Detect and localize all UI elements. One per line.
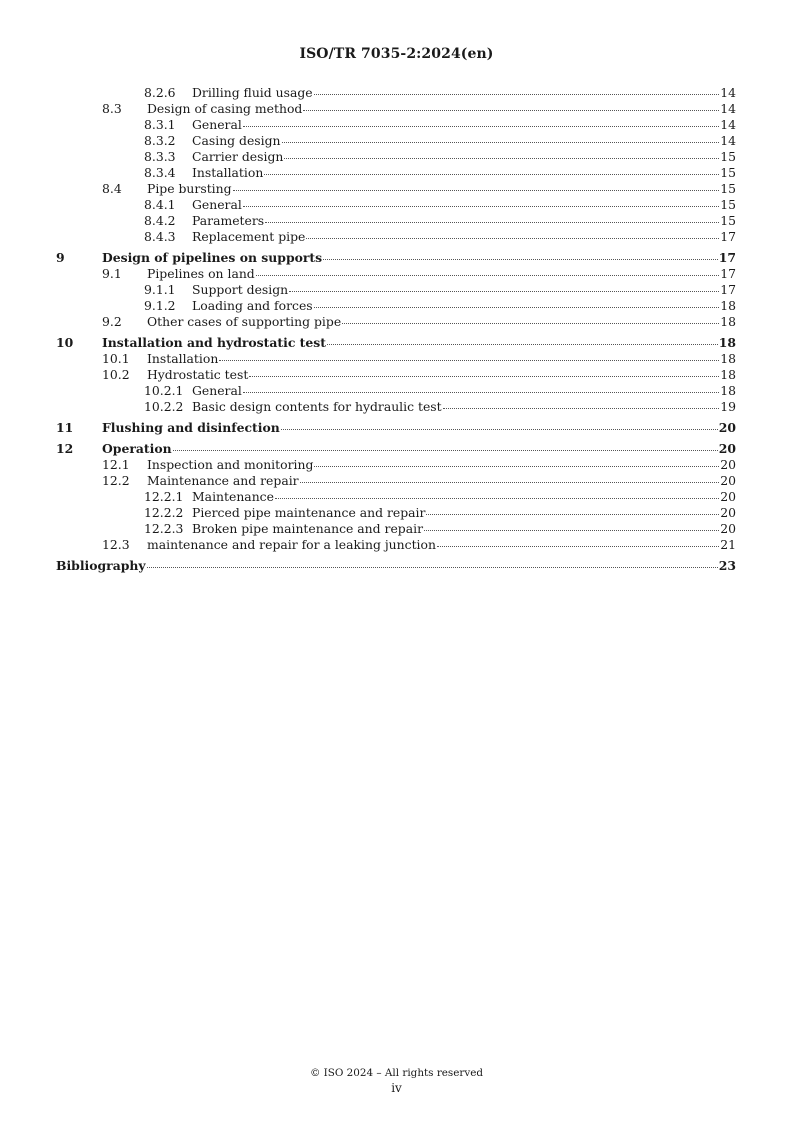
- toc-entry-page: 20: [720, 489, 736, 504]
- dot-leader: [306, 237, 719, 239]
- toc-entry-page: 20: [718, 441, 736, 456]
- dot-leader: [437, 545, 719, 547]
- toc-entry-number: 12.1: [102, 457, 130, 472]
- toc-entry-number: 8.4.2: [144, 213, 176, 228]
- toc-entry-number: 12.2.3: [144, 521, 184, 536]
- toc-entry-body: [192, 383, 736, 399]
- toc-entry-number: 12: [56, 441, 74, 456]
- toc-entry-body: [192, 521, 736, 537]
- toc-entry-body: [192, 117, 736, 133]
- toc-entry-body: [192, 165, 736, 181]
- dot-leader: [281, 428, 718, 430]
- dot-leader: [424, 529, 719, 531]
- toc-entry-page: 17: [718, 250, 736, 265]
- toc-entry-body: [56, 558, 736, 574]
- toc-entry-body: [192, 399, 736, 415]
- dot-leader: [303, 109, 719, 111]
- toc-entry-body: [102, 441, 736, 457]
- toc-entry-number: 12.3: [102, 537, 130, 552]
- toc-entry-page: 17: [720, 229, 736, 244]
- toc-entry-title: Loading and forces: [192, 298, 313, 313]
- toc-entry-body: [192, 197, 736, 213]
- toc-entry-body: [147, 266, 736, 282]
- toc-entry-title: Drilling fluid usage: [192, 85, 313, 100]
- toc-entry-body: [192, 282, 736, 298]
- toc-entry-number: 9: [56, 250, 65, 265]
- toc-entry-body: [147, 473, 736, 489]
- toc-entry-page: 17: [720, 282, 736, 297]
- toc-entry-title: Installation: [192, 165, 264, 180]
- toc-entry-body: [147, 314, 736, 330]
- toc-entry-title: Design of casing method: [147, 101, 303, 116]
- toc-entry-title: Installation and hydrostatic test: [102, 335, 326, 350]
- toc-entry-body: [147, 351, 736, 367]
- toc-entry-title: Installation: [147, 351, 219, 366]
- toc-entry-body: [192, 85, 736, 101]
- toc-entry[interactable]: [56, 101, 736, 117]
- toc-entry-title: Bibliography: [56, 558, 146, 573]
- toc-entry-body: [147, 101, 736, 117]
- toc-entry[interactable]: [56, 197, 736, 213]
- toc-entry-number: 12.2: [102, 473, 130, 488]
- toc-entry-title: Support design: [192, 282, 289, 297]
- dot-leader: [249, 375, 719, 377]
- toc-entry-title: Casing design: [192, 133, 281, 148]
- toc-entry-page: 19: [720, 399, 736, 414]
- toc-entry-title: Parameters: [192, 213, 265, 228]
- dot-leader: [314, 93, 720, 95]
- toc-entry-page: 14: [720, 133, 736, 148]
- toc-entry-page: 20: [718, 420, 736, 435]
- toc-entry-number: 9.1.2: [144, 298, 176, 313]
- toc-entry-body: [192, 489, 736, 505]
- toc-entry-title: Design of pipelines on supports: [102, 250, 323, 265]
- dot-leader: [243, 125, 719, 127]
- dot-leader: [219, 359, 719, 361]
- toc-entry-number: 9.2: [102, 314, 122, 329]
- toc-entry-page: 18: [720, 383, 736, 398]
- toc-entry-page: 15: [720, 181, 736, 196]
- document-id: ISO/TR 7035-2:2024(en): [299, 46, 494, 62]
- toc-entry-title: Broken pipe maintenance and repair: [192, 521, 423, 536]
- toc-entry-page: 18: [720, 314, 736, 329]
- toc-entry-number: 8.3.2: [144, 133, 176, 148]
- toc-entry-body: [192, 149, 736, 165]
- toc-entry-page: 15: [720, 165, 736, 180]
- dot-leader: [314, 306, 720, 308]
- toc-entry-page: 23: [718, 558, 736, 573]
- toc-entry-title: Basic design contents for hydraulic test: [192, 399, 442, 414]
- toc-entry[interactable]: [56, 383, 736, 399]
- page-footer: [0, 1066, 793, 1096]
- toc-entry-title: Pierced pipe maintenance and repair: [192, 505, 426, 520]
- dot-leader: [314, 465, 719, 467]
- toc-entry-page: 14: [720, 85, 736, 100]
- toc-entry[interactable]: [56, 505, 736, 521]
- toc-entry-body: [147, 367, 736, 383]
- dot-leader: [233, 189, 720, 191]
- toc-entry[interactable]: [56, 282, 736, 298]
- toc-entry-title: Flushing and disinfection: [102, 420, 280, 435]
- toc-entry-title: Pipelines on land: [147, 266, 255, 281]
- toc-entry-number: 12.2.2: [144, 505, 184, 520]
- toc-entry-title: Operation: [102, 441, 172, 456]
- document-header: [0, 46, 793, 62]
- toc-entry[interactable]: [56, 473, 736, 489]
- toc-entry-number: 10.2.1: [144, 383, 184, 398]
- toc-entry-number: 12.2.1: [144, 489, 184, 504]
- toc-entry[interactable]: [56, 558, 736, 574]
- toc-entry-body: [147, 457, 736, 473]
- dot-leader: [289, 290, 719, 292]
- toc-entry-page: 15: [720, 213, 736, 228]
- dot-leader: [284, 157, 719, 159]
- toc-entry-number: 8.4.3: [144, 229, 176, 244]
- toc-entry-number: 9.1: [102, 266, 122, 281]
- toc-entry-page: 20: [720, 505, 736, 520]
- dot-leader: [243, 205, 719, 207]
- toc-entry-number: 8.2.6: [144, 85, 176, 100]
- toc-entry-page: 21: [720, 537, 736, 552]
- copyright-notice: © ISO 2024 – All rights reserved: [309, 1067, 484, 1079]
- toc-entry-page: 15: [720, 197, 736, 212]
- toc-entry-number: 10.1: [102, 351, 130, 366]
- toc-entry-title: General: [192, 197, 242, 212]
- toc-entry-page: 17: [720, 266, 736, 281]
- toc-entry-body: [192, 133, 736, 149]
- toc-entry[interactable]: [56, 537, 736, 553]
- toc-entry[interactable]: [56, 420, 736, 436]
- toc-entry-title: Maintenance and repair: [147, 473, 299, 488]
- dot-leader: [264, 173, 719, 175]
- toc-entry-title: Pipe bursting: [147, 181, 232, 196]
- dot-leader: [147, 566, 718, 568]
- toc-entry[interactable]: [56, 165, 736, 181]
- toc-entry-page: 18: [720, 367, 736, 382]
- toc-entry-body: [147, 537, 736, 553]
- toc-entry-title: Replacement pipe: [192, 229, 306, 244]
- toc-entry-body: [102, 335, 736, 351]
- toc-entry-number: 8.3.3: [144, 149, 176, 164]
- toc-entry[interactable]: [56, 85, 736, 101]
- toc-entry-number: 10.2: [102, 367, 130, 382]
- toc-entry-page: 18: [718, 335, 736, 350]
- dot-leader: [342, 322, 719, 324]
- toc-entry-page: 18: [720, 351, 736, 366]
- dot-leader: [300, 481, 720, 483]
- dot-leader: [275, 497, 719, 499]
- toc-entry-number: 10.2.2: [144, 399, 184, 414]
- toc-entry-number: 8.4.1: [144, 197, 176, 212]
- toc-entry-page: 20: [720, 457, 736, 472]
- toc-entry[interactable]: [56, 181, 736, 197]
- toc-entry-title: Hydrostatic test: [147, 367, 249, 382]
- toc-entry-body: [102, 250, 736, 266]
- toc-entry-body: [192, 505, 736, 521]
- toc-entry-page: 14: [720, 117, 736, 132]
- toc-entry-title: Other cases of supporting pipe: [147, 314, 342, 329]
- toc-entry-page: 18: [720, 298, 736, 313]
- toc-entry-title: Maintenance: [192, 489, 274, 504]
- page-number: iv: [391, 1081, 402, 1095]
- toc-entry[interactable]: [56, 335, 736, 351]
- toc-entry-title: maintenance and repair for a leaking junction: [147, 537, 436, 552]
- toc-entry-body: [147, 181, 736, 197]
- dot-leader: [443, 407, 720, 409]
- toc-entry-number: 8.3: [102, 101, 122, 116]
- toc-entry-number: 8.3.1: [144, 117, 176, 132]
- toc-entry-page: 20: [720, 473, 736, 488]
- toc-entry[interactable]: [56, 213, 736, 229]
- toc-entry[interactable]: [56, 314, 736, 330]
- toc-entry[interactable]: [56, 298, 736, 314]
- table-of-contents: [56, 85, 736, 574]
- toc-entry-number: 8.4: [102, 181, 122, 196]
- dot-leader: [265, 221, 719, 223]
- toc-entry[interactable]: [56, 441, 736, 457]
- dot-leader: [426, 513, 719, 515]
- toc-entry-title: General: [192, 117, 242, 132]
- toc-entry-body: [192, 229, 736, 245]
- toc-entry-body: [102, 420, 736, 436]
- toc-entry[interactable]: [56, 229, 736, 245]
- toc-entry-title: Inspection and monitoring: [147, 457, 314, 472]
- toc-entry-number: 10: [56, 335, 74, 350]
- toc-entry[interactable]: [56, 117, 736, 133]
- toc-entry-body: [192, 298, 736, 314]
- toc-entry-page: 15: [720, 149, 736, 164]
- dot-leader: [256, 274, 719, 276]
- toc-entry[interactable]: [56, 399, 736, 415]
- toc-entry[interactable]: [56, 149, 736, 165]
- toc-entry[interactable]: [56, 457, 736, 473]
- toc-entry-number: 11: [56, 420, 74, 435]
- toc-entry-page: 20: [720, 521, 736, 536]
- toc-entry[interactable]: [56, 133, 736, 149]
- toc-entry-number: 8.3.4: [144, 165, 176, 180]
- toc-entry[interactable]: [56, 521, 736, 537]
- toc-entry-number: 9.1.1: [144, 282, 176, 297]
- dot-leader: [282, 141, 720, 143]
- toc-entry[interactable]: [56, 266, 736, 282]
- toc-entry[interactable]: [56, 351, 736, 367]
- dot-leader: [327, 343, 718, 345]
- toc-entry[interactable]: [56, 489, 736, 505]
- dot-leader: [173, 449, 718, 451]
- toc-entry[interactable]: [56, 367, 736, 383]
- toc-entry-body: [192, 213, 736, 229]
- toc-entry-title: General: [192, 383, 242, 398]
- toc-entry-title: Carrier design: [192, 149, 284, 164]
- toc-entry-page: 14: [720, 101, 736, 116]
- toc-entry[interactable]: [56, 250, 736, 266]
- dot-leader: [323, 258, 718, 260]
- dot-leader: [243, 391, 719, 393]
